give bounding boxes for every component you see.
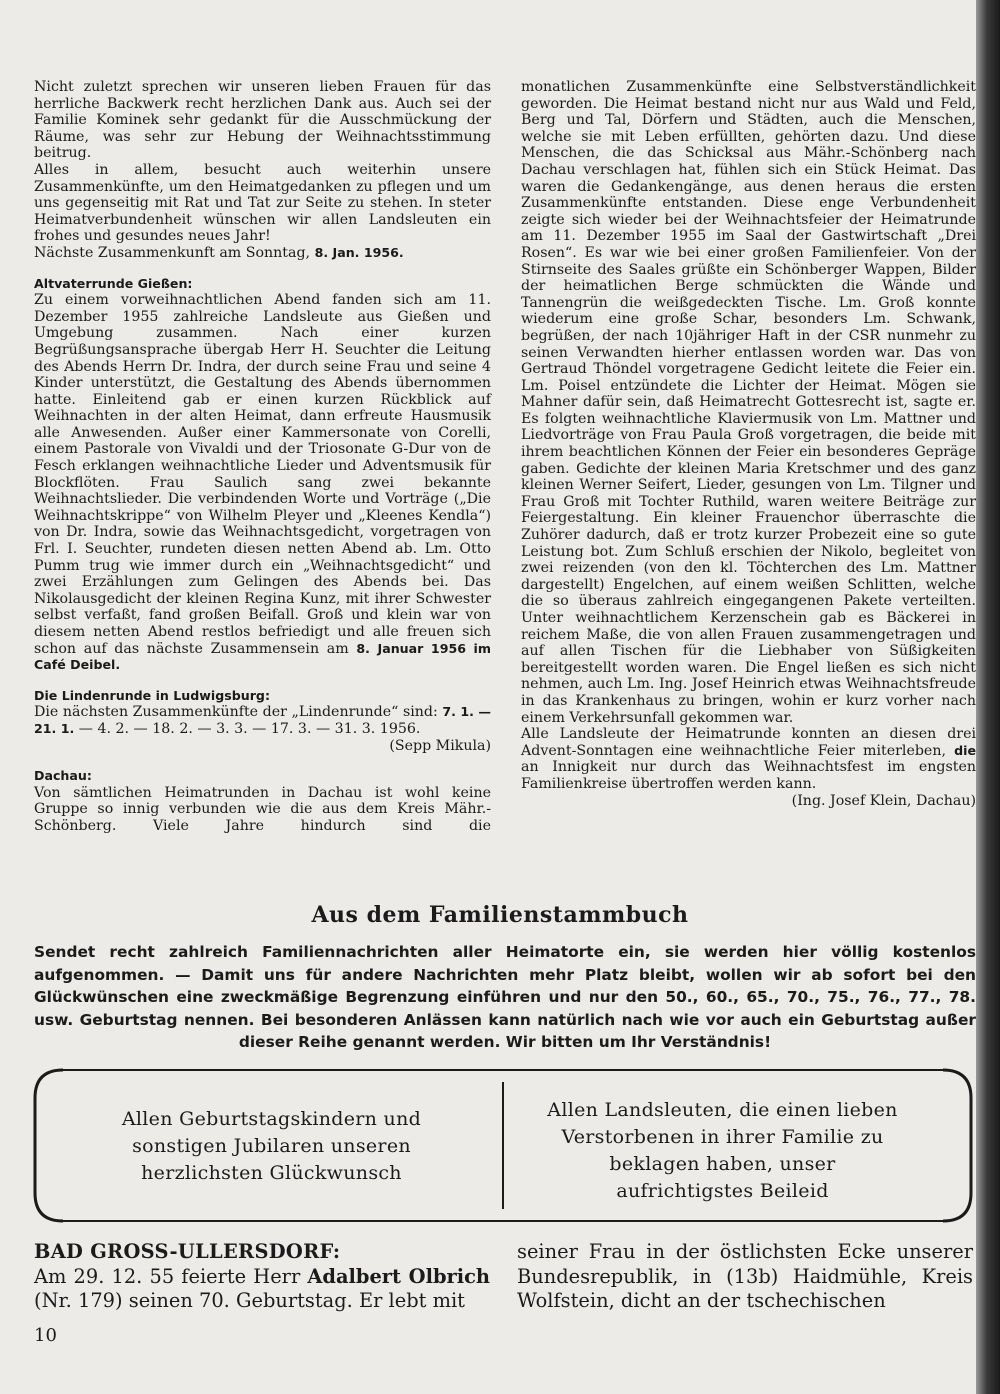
- section-heading-dachau: Dachau:: [34, 768, 92, 784]
- paragraph: Alles in allem, besucht auch weiterhin unsere Zusammenkünfte, um den Heimatgedanken zu pflegen und um uns gegenseitig mit Rat und Tat zur Seite zu stehen. In steter Heimatverbundenheit wünschen wir allen Landsleuten ein frohes und gesundes neues Jahr!: [34, 161, 491, 245]
- section-title-family: Aus dem Familienstammbuch: [311, 902, 689, 928]
- birthday-greeting: Allen Geburtstagskindern und sonstigen Jubilaren unseren herzlichsten Glückwunsch: [121, 1108, 422, 1184]
- giessen-date: 8. Januar 1956 im Café Deibel.: [34, 640, 491, 673]
- page-number: 10: [34, 1325, 57, 1346]
- paragraph: seiner Frau in der östlichsten Ecke unserer Bundesrepublik, in (13b) Haidmühle, Kreis Wolfstein, dicht an der tschechischen: [517, 1240, 973, 1312]
- condolence-message: Allen Landsleuten, die einen lieben Verstorbenen in ihrer Familie zu beklagen haben, unser aufrichtigstes Beileid: [547, 1099, 898, 1202]
- right-column: [521, 79, 976, 809]
- paragraph-dachau-cont: monatlichen Zusammenkünfte eine Selbstverständlichkeit geworden. Die Heimat bestand nicht nur aus Wald und Feld, Berg und Tal, Dörfern und Städten, auch die Menschen, welche sie mit Leben erfüllten, gehörten dazu. Und diese Menschen, die das Schicksal aus Mähr.-Schönberg nach Dachau verschlagen hat, fühlen sich ein Stück Heimat. Das waren die Gedankengänge, aus denen heraus die ersten Zusammenkünfte entstanden. Diese enge Verbundenheit zeigte sich wieder bei der Weihnachtsfeier der Heimatrunde am 11. Dezember 1955 im Saal der Gastwirtschaft „Drei Rosen“. Es war wie bei einer großen Familienfeier. Von der Stirnseite des Saales grüßte ein Schönberger Wappen, Bilder der heimatlichen Berge schmückten die Wände und Tannengrün die weißgedeckten Tische. Lm. Groß konnte wiederum eine große Schar, besonders Lm. Schwank, begrüßen, der nach 10jähriger Haft in der CSR nunmehr zu seinen Verwandten hierher entlassen worden war. Das von Gertraud Thöndel vorgetragene Gedicht leitete die Feier ein. Lm. Poisel entzündete die Lichter der Heimat. Mögen sie Mahner dafür sein, daß Heimatrecht Gottesrecht ist, sagte er. Es folgten weihnachtliche Klaviermusik von Lm. Mattner und Liedvorträge von Frau Paula Groß vorgetragen, die beide mit ihrem beachtlichen Können der Feier ein besonderes Gepräge gaben. Gedichte der kleinen Maria Kretschmer und des ganz kleinen Werner Seifert, Lieder, gesungen von Lm. Tilgner und Frau Groß mit Tochter Ruthild, waren weitere Beiträge zur Feiergestaltung. Ein kleiner Frauenchor überraschte die Zuhörer dadurch, daß er trotz kurzer Probezeit eine so gute Leistung bot. Zum Schluß erschien der Nikolo, begleitet von zwei reizenden (von den kl. Töchterchen des Lm. Mattner dargestellt) Engelchen, auf einem weißen Schlitten, welche die so überaus zahlreich eingegangenen Pakete verteilten. Unter weihnachtlichem Kerzenschein gab es Bäckerei in reichem Maße, die von allen Frauen zusammengetragen und auf allen Tischen für die Liebhaber von Süßigkeiten bereitgestellt worden waren. Die Engel ließen es sich nicht nehmen, auch Lm. Ing. Josef Heinrich etwas Weihnachtsfreude in das Krankenhaus zu bringen, wohin er kurz vorher nach einem Verkehrsunfall gekommen war.: [521, 79, 976, 726]
- section-heading-lindenrunde: Die Lindenrunde in Ludwigsburg:: [34, 687, 270, 703]
- greetings-box: [33, 1068, 973, 1223]
- section-heading-giessen: Altvaterrunde Gießen:: [34, 275, 193, 291]
- next-meeting-date: 8. Jan. 1956.: [314, 244, 404, 260]
- paragraph-giessen: Zu einem vorweihnachtlichen Abend fanden sich am 11. Dezember 1955 zahlreiche Landsleute aus Gießen und Umgebung zusammen. Nach einer kurzen Begrüßungsansprache übergab Herr H. Seuchter die Leitung des Abends Herrn Dr. Indra, der durch seine Frau und seine 4 Kinder unterstützt, die Gestaltung des Abends übernommen hatte. Einleitend gab er einen kurzen Rückblick auf Weihnachten in der alten Heimat, dann erfreute Hausmusik alle Anwesenden. Außer einer Kammersonate von Corelli, einem Pastorale von Vivaldi und der Triosonate G-Dur von de Fesch erklangen weihnachtliche Lieder und Adventsmusik für Blockflöten. Frau Saulich sang zwei bekannte Weihnachtslieder. Die verbindenden Worte und Vorträge („Die Weihnachtskrippe“ von Wilhelm Pleyer und „Kleenes Kendla“) von Dr. Indra, sowie das Weihnachtsgedicht, vorgetragen von Frl. I. Seuchter, rundeten diesen netten Abend ab. Lm. Otto Pumm trug wie immer durch ein „Weihnachtsgedicht“ und zwei Erzählungen zum Gelingen des Abends bei. Das Nikolausgedicht der kleinen Regina Kunz, mit ihrer Schwester selbst verfaßt, fand großen Beifall. Groß und klein war von diesem netten Abend restlos befriedigt und alle freuen sich schon auf das nächste Zusammensein am 8. Januar 1956 im Café Deibel.: [34, 292, 491, 673]
- paragraph: Am 29. 12. 55 feierte Herr Adalbert Olbrich (Nr. 179) seinen 70. Geburtstag. Er lebt mit: [34, 1264, 490, 1312]
- paragraph-lindenrunde: Die nächsten Zusammenkünfte der „Lindenrunde“ sind: 7. 1. — 21. 1. — 4. 2. — 18. 2. — 3. 3. — 17. 3. — 31. 3. 1956. (Sepp Mikula): [34, 704, 491, 754]
- page-binding-edge: [976, 0, 1000, 1394]
- section-heading-bad-gross-ullersdorf: BAD GROSS-ULLERSDORF:: [34, 1240, 341, 1263]
- signature: (Sepp Mikula): [389, 737, 491, 754]
- family-intro: Sendet recht zahlreich Familiennachrichten aller Heimatorte ein, sie werden hier völlig kostenlos aufgenommen. — Damit uns für andere Nachrichten mehr Platz bleibt, wollen wir ab sofort bei den Glückwünschen eine zweckmäßige Begrenzung einführen und nur den 50., 60., 65., 70., 75., 76., 77., 78. usw. Geburtstag nennen. Bei besonderen Anlässen kann natürlich nach wie vor auch ein Geburtstag außer dieser Reihe genannt werden. Wir bitten um Ihr Verständnis!: [34, 943, 976, 1052]
- left-column: [34, 79, 491, 835]
- linden-dates-bold: 7. 1. — 21. 1.: [34, 704, 491, 736]
- paragraph: Alle Landsleute der Heimatrunde konnten an diesen drei Advent-Sonntagen eine weihnachtliche Feier miterleben, die an Innigkeit nur durch das Weihnachtsfest im engsten Familienkreise übertroffen werden kann. (Ing. Josef Klein, Dachau): [521, 726, 977, 809]
- bottom-left-column: [34, 1240, 490, 1314]
- paragraph-dachau: Von sämtlichen Heimatrunden in Dachau ist wohl keine Gruppe so innig verbunden wie die aus dem Kreis Mähr.-Schönberg. Viele Jahre hindurch sind die: [34, 784, 491, 834]
- next-meeting-line: Nächste Zusammenkunft am Sonntag, 8. Jan. 1956.: [34, 244, 404, 261]
- person-name: Adalbert Olbrich: [307, 1264, 490, 1288]
- bottom-right-column: [517, 1240, 973, 1314]
- signature: (Ing. Josef Klein, Dachau): [791, 792, 976, 809]
- paragraph: Nicht zuletzt sprechen wir unseren lieben Frauen für das herrliche Backwerk recht herzlichen Dank aus. Auch sei der Familie Kominek sehr gedankt für die Ausschmückung der Räume, was sehr zur Hebung der Weihnachtsstimmung beitrug.: [34, 79, 491, 162]
